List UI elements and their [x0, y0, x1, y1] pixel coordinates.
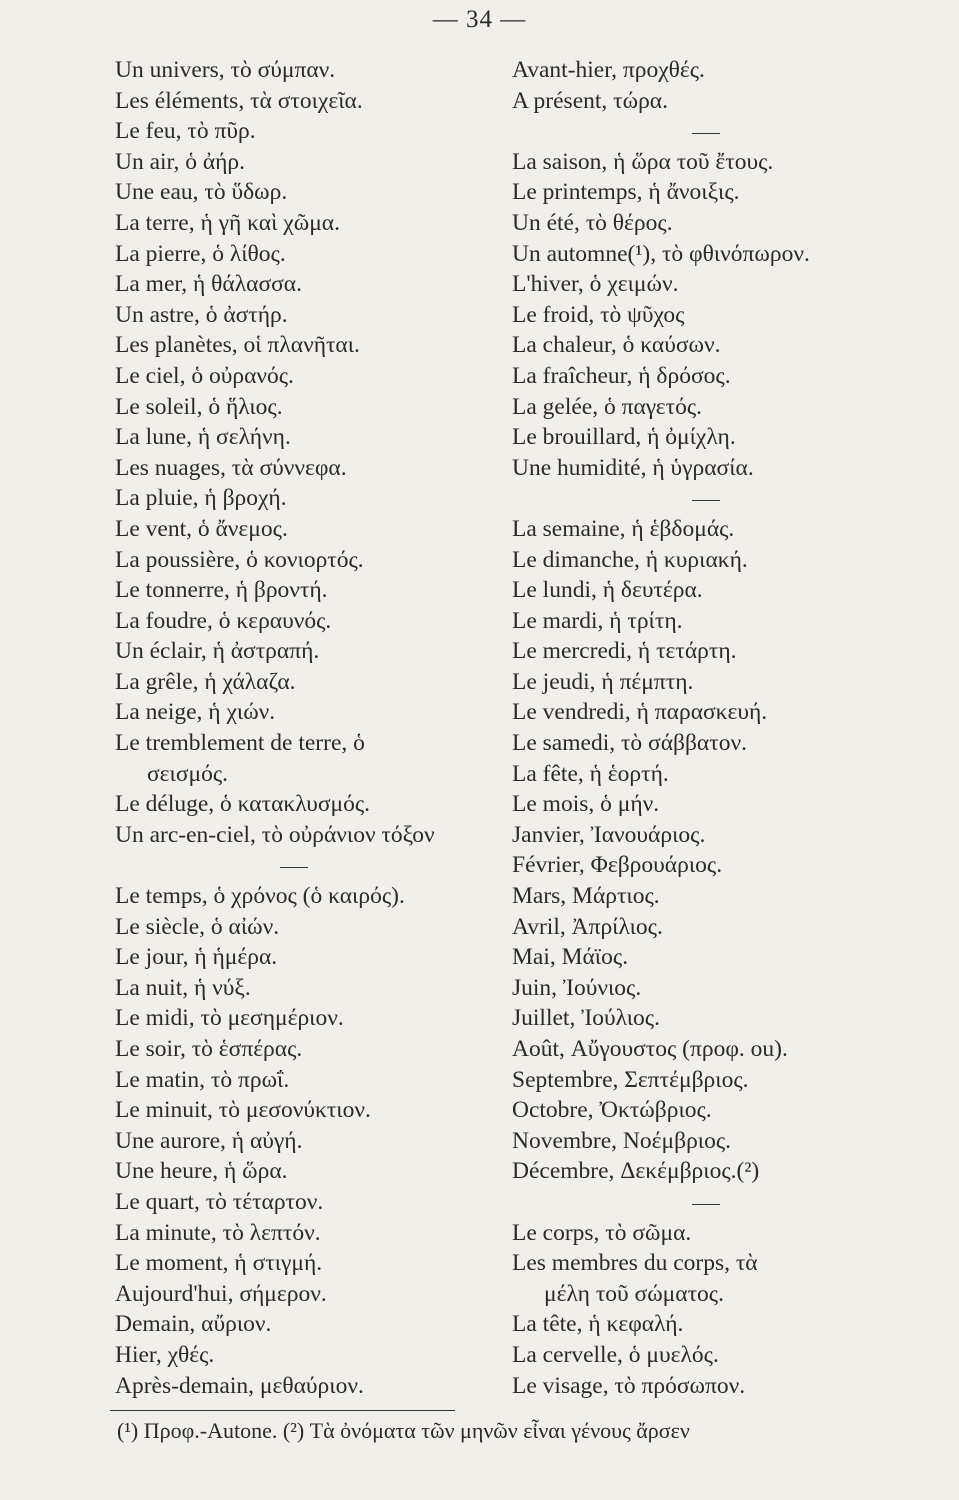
vocabulary-entry: Le midi, τὸ μεσημέριον. [115, 1005, 344, 1032]
vocabulary-entry: La cervelle, ὁ μυελός. [512, 1341, 719, 1368]
vocabulary-entry: Le mois, ὁ μήν. [512, 791, 660, 818]
vocabulary-entry: Le dimanche, ἡ κυριακή. [512, 546, 748, 573]
vocabulary-entry: Le vent, ὁ ἄνεμος. [115, 515, 288, 542]
vocabulary-entry: Un air, ὁ ἀήρ. [115, 148, 246, 175]
vocabulary-entry: Mai, Μάϊος. [512, 944, 629, 971]
vocabulary-entry: Un éclair, ἡ ἀστραπή. [115, 638, 320, 665]
vocabulary-entry: Une eau, τὸ ὕδωρ. [115, 179, 288, 206]
vocabulary-entry: La neige, ἡ χιών. [115, 699, 276, 726]
vocabulary-entry: La gelée, ὁ παγετός. [512, 393, 703, 420]
vocabulary-entry: Demain, αὔριον. [115, 1311, 272, 1338]
vocabulary-entry: La fraîcheur, ἡ δρόσος. [512, 362, 731, 389]
vocabulary-entry: Le jeudi, ἡ πέμπτη. [512, 668, 694, 695]
vocabulary-entry: Une humidité, ἡ ὑγρασία. [512, 454, 754, 481]
vocabulary-entry: Le déluge, ὁ κατακλυσμός. [115, 791, 371, 818]
vocabulary-entry: Février, Φεβρουάριος. [512, 852, 723, 879]
vocabulary-entry: La fête, ἡ ἑορτή. [512, 760, 669, 787]
vocabulary-entry: Le matin, τὸ πρωΐ. [115, 1066, 290, 1093]
vocabulary-entry: Le siècle, ὁ αἰών. [115, 913, 280, 940]
vocabulary-entry: La lune, ἡ σελήνη. [115, 424, 291, 451]
vocabulary-entry: Un univers, τὸ σύμπαν. [115, 57, 336, 83]
vocabulary-entry: Les éléments, τὰ στοιχεῖα. [115, 87, 363, 114]
section-separator [512, 116, 932, 147]
vocabulary-entry: Mars, Μάρτιος. [512, 883, 660, 910]
vocabulary-entry: Le mercredi, ἡ τετάρτη. [512, 638, 737, 665]
vocabulary-entry: La poussière, ὁ κονιορτός. [115, 546, 364, 573]
vocabulary-entry: Le tonnerre, ἡ βροντή. [115, 577, 328, 604]
vocabulary-entry: La tête, ἡ κεφαλή. [512, 1311, 684, 1338]
vocabulary-entry: Le mardi, ἡ τρίτη. [512, 607, 683, 634]
vocabulary-entry: Un automne(¹), τὸ φθινόπωρον. [512, 240, 810, 267]
vocabulary-entry: La chaleur, ὁ καύσων. [512, 332, 721, 359]
vocabulary-entry: Le temps, ὁ χρόνος (ὁ καιρός). [115, 883, 405, 910]
vocabulary-entry: Le feu, τὸ πῦρ. [115, 118, 256, 145]
vocabulary-entry: Juillet, Ἰούλιος. [512, 1005, 660, 1032]
section-separator [512, 483, 932, 514]
vocabulary-entry-continuation: σεισμός. [147, 760, 229, 787]
vocabulary-entry: Août, Αὔγουστος (προφ. ou). [512, 1036, 788, 1062]
vocabulary-entry: Le samedi, τὸ σάββατον. [512, 730, 747, 757]
vocabulary-entry: Le froid, τὸ ψῦχος [512, 301, 685, 328]
vocabulary-entry: Novembre, Νοέμβριος. [512, 1127, 732, 1154]
vocabulary-entry: Une aurore, ἡ αὐγή. [115, 1127, 303, 1154]
vocabulary-entry: Décembre, Δεκέμβριος.(²) [512, 1158, 760, 1185]
vocabulary-entry: La terre, ἡ γῆ καὶ χῶμα. [115, 209, 340, 236]
vocabulary-entry: Janvier, Ἰανουάριος. [512, 821, 706, 848]
vocabulary-entry: La semaine, ἡ ἑβδομάς. [512, 515, 735, 542]
vocabulary-entry: A présent, τώρα. [512, 87, 668, 114]
vocabulary-entry: Le lundi, ἡ δευτέρα. [512, 577, 703, 604]
vocabulary-entry: Octobre, Ὀκτώβριος. [512, 1097, 712, 1124]
vocabulary-entry: Hier, χθές. [115, 1341, 215, 1368]
vocabulary-entry: La saison, ἡ ὥρα τοῦ ἔτους. [512, 148, 774, 175]
vocabulary-entry: Le quart, τὸ τέταρτον. [115, 1188, 324, 1215]
vocabulary-entry: Un été, τὸ θέρος. [512, 209, 673, 236]
vocabulary-entry: Le soir, τὸ ἑσπέρας. [115, 1036, 303, 1062]
vocabulary-entry-continuation: μέλη τοῦ σώματος. [544, 1280, 724, 1307]
vocabulary-entry: Le tremblement de terre, ὁ [115, 730, 365, 757]
vocabulary-entry: La nuit, ἡ νύξ. [115, 974, 251, 1001]
vocabulary-entry: La foudre, ὁ κεραυνός. [115, 607, 332, 634]
vocabulary-entry: Aujourd'hui, σήμερον. [115, 1280, 327, 1307]
vocabulary-entry: Une heure, ἡ ὥρα. [115, 1158, 288, 1185]
vocabulary-entry: Avant-hier, προχθές. [512, 57, 705, 83]
section-separator [512, 1187, 932, 1218]
vocabulary-entry: Le corps, τὸ σῶμα. [512, 1219, 692, 1246]
vocabulary-entry: Les planètes, οἱ πλανῆται. [115, 332, 360, 359]
vocabulary-entry: Le printemps, ἡ ἄνοιξις. [512, 179, 740, 206]
vocabulary-entry: Juin, Ἰούνιος. [512, 974, 642, 1001]
footnote-rule [110, 1410, 455, 1411]
vocabulary-entry: Le brouillard, ἡ ὀμίχλη. [512, 424, 736, 451]
vocabulary-entry: La grêle, ἡ χάλαζα. [115, 668, 296, 695]
vocabulary-entry: Le moment, ἡ στιγμή. [115, 1250, 323, 1277]
footnote: (¹) Προφ.-Autone. (²) Τὰ ὀνόματα τῶν μηνῶν εἶναι γένους ἄρσεν [117, 1418, 690, 1443]
vocabulary-entry: Après-demain, μεθαύριον. [115, 1372, 364, 1399]
vocabulary-entry: Le jour, ἡ ἡμέρα. [115, 944, 278, 971]
vocabulary-entry: Le soleil, ὁ ἥλιος. [115, 393, 283, 420]
vocabulary-entry: Les nuages, τὰ σύννεφα. [115, 454, 347, 481]
vocabulary-entry: Avril, Ἀπρίλιος. [512, 913, 663, 940]
vocabulary-entry: Le visage, τὸ πρόσωπον. [512, 1372, 746, 1399]
left-vocabulary-column [115, 55, 505, 1401]
page-number: — 34 — [432, 6, 527, 33]
vocabulary-entry: Le ciel, ὁ οὐρανός. [115, 362, 294, 389]
right-vocabulary-column [512, 55, 932, 1401]
vocabulary-entry: La mer, ἡ θάλασσα. [115, 271, 302, 298]
vocabulary-entry: Le vendredi, ἡ παρασκευή. [512, 699, 768, 726]
vocabulary-entry: La minute, τὸ λεπτόν. [115, 1219, 321, 1246]
vocabulary-entry: La pluie, ἡ βροχή. [115, 485, 287, 512]
vocabulary-entry: La pierre, ὁ λίθος. [115, 240, 286, 267]
vocabulary-entry: Les membres du corps, τὰ [512, 1250, 758, 1277]
vocabulary-entry: Septembre, Σεπτέμβριος. [512, 1066, 749, 1093]
vocabulary-entry: L'hiver, ὁ χειμών. [512, 271, 679, 298]
vocabulary-entry: Le minuit, τὸ μεσονύκτιον. [115, 1097, 371, 1124]
section-separator [115, 850, 505, 881]
vocabulary-entry: Un arc-en-ciel, τὸ οὐράνιον τόξον [115, 821, 435, 848]
vocabulary-entry: Un astre, ὁ ἀστήρ. [115, 301, 288, 328]
